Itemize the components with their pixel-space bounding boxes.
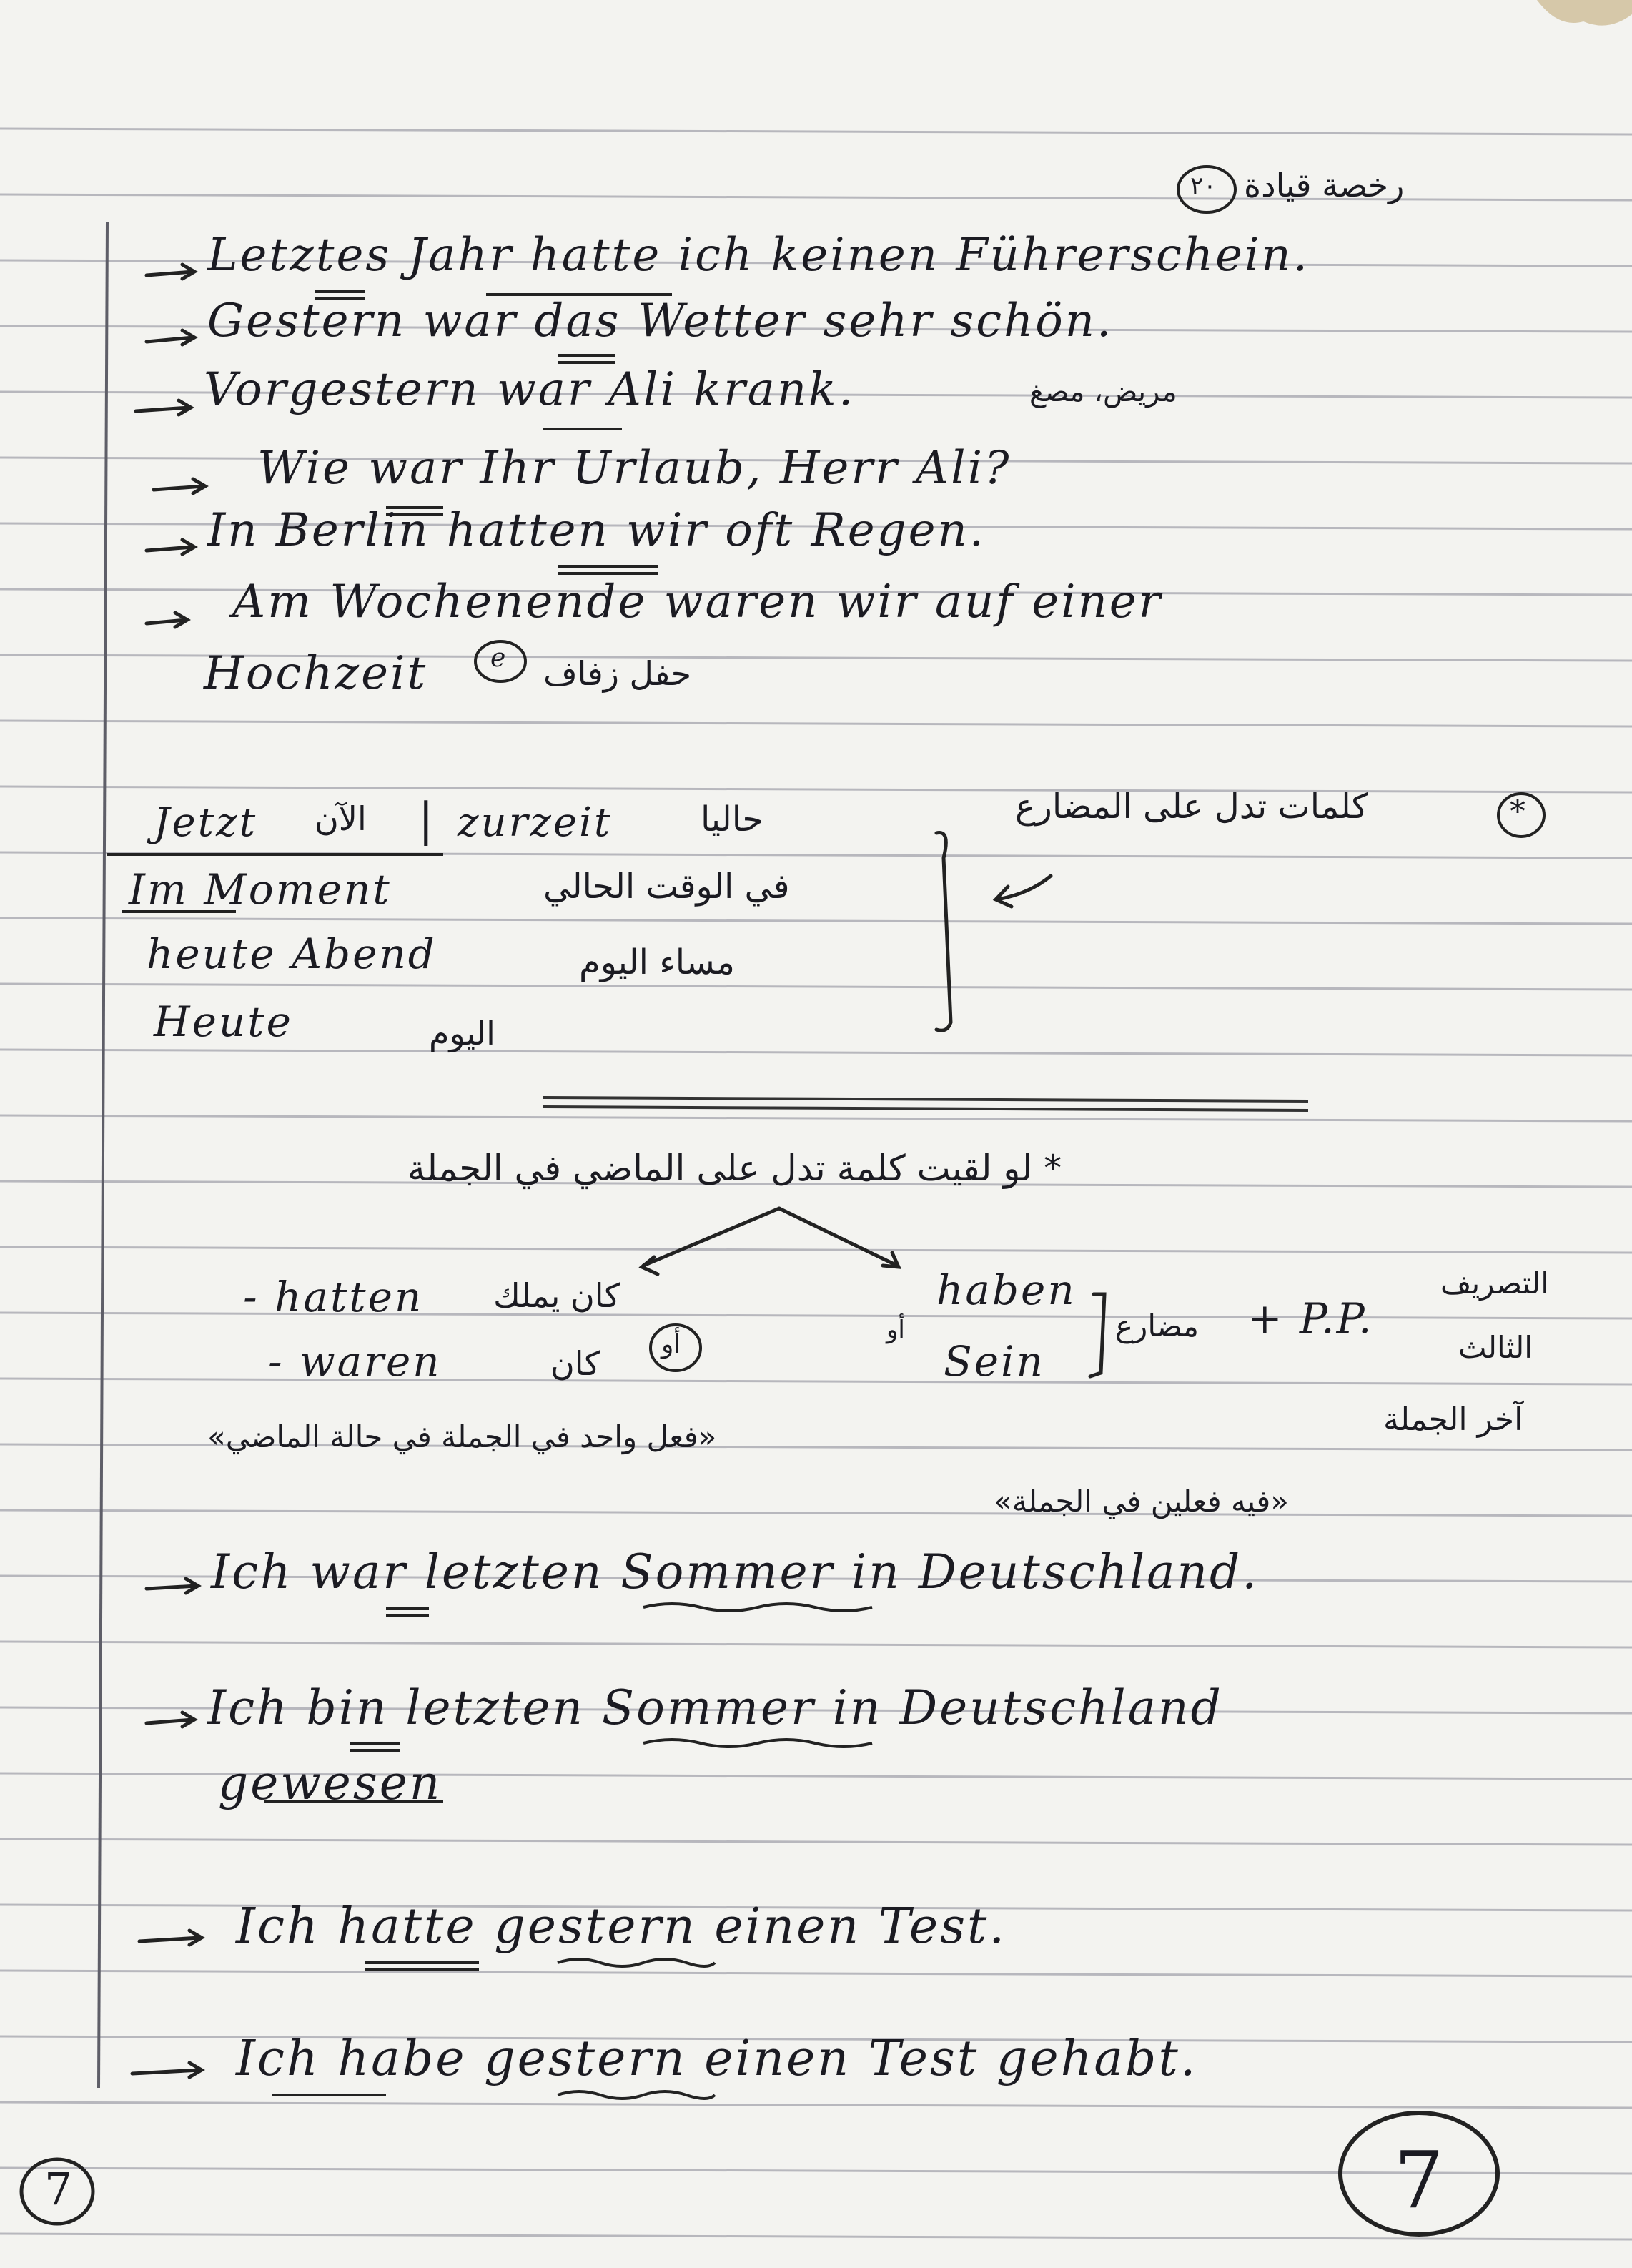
past-left-circle-label: أو: [661, 1330, 681, 1359]
page-number-right: 7: [1394, 2134, 1444, 2226]
example-line: Am Wochenende waren wir auf einer: [232, 576, 1163, 628]
example-line: In Berlin hatten wir oft Regen.: [207, 504, 986, 557]
present-word-ar: حاليا: [701, 799, 764, 839]
present-word-ar: في الوقت الحالي: [543, 867, 790, 907]
torn-corner: [1537, 0, 1632, 26]
hochzeit-circle-label: e: [490, 644, 506, 673]
example-line: gewesen: [218, 1755, 442, 1810]
past-right-pp-label: الثالث: [1458, 1330, 1533, 1365]
example-line: Ich hatte gestern einen Test.: [236, 1898, 1007, 1955]
past-left-item: - waren: [268, 1337, 442, 1386]
past-left-item: - hatten: [243, 1273, 424, 1321]
past-left-gloss: كان: [550, 1344, 600, 1383]
example-line: Ich bin letzten Sommer in Deutschland: [207, 1680, 1223, 1735]
past-rule-heading: * لو لقيت كلمة تدل على الماضي في الجملة: [407, 1148, 1062, 1189]
example-line: Ich habe gestern einen Test gehabt.: [236, 2031, 1198, 2087]
slash-divider: |: [418, 794, 434, 847]
gloss-krank: مريض، مصغ: [1029, 375, 1177, 408]
example-line: Hochzeit: [204, 647, 428, 700]
header-arabic-note: رخصة قيادة: [1244, 166, 1405, 204]
past-right-tense: مضارع: [1115, 1308, 1200, 1343]
example-line: Vorgestern war Ali krank.: [204, 363, 856, 416]
example-line: Gestern war das Wetter sehr schön.: [207, 295, 1114, 347]
present-word-ar: الآن: [315, 799, 367, 838]
past-right-item: haben: [936, 1266, 1077, 1314]
example-line: Letztes Jahr hatte ich keinen Führerschein.: [207, 229, 1310, 282]
past-right-plus-pp: + P.P.: [1247, 1294, 1374, 1343]
underlines: [107, 292, 872, 2099]
divider: [543, 1098, 1308, 1110]
present-heading-star: *: [1510, 794, 1525, 830]
present-word-de: heute Abend: [147, 930, 437, 978]
example-line: Wie war Ihr Urlaub, Herr Ali?: [257, 442, 1012, 495]
present-word-de: Heute: [154, 997, 293, 1046]
past-right-item: Sein: [944, 1337, 1045, 1386]
present-word-de: Jetzt: [154, 799, 258, 846]
present-word-de: Im Moment: [129, 865, 392, 914]
example-line: Ich war letzten Sommer in Deutschland.: [211, 1544, 1260, 1599]
gloss-hochzeit: حفل زفاف: [543, 654, 692, 693]
header-circle-note: ٢٠: [1190, 172, 1217, 200]
past-left-note: «فعل واحد في الجملة في حالة الماضي»: [207, 1419, 717, 1454]
past-right-pp-label: آخر الجملة: [1383, 1401, 1523, 1438]
present-word-ar: مساء اليوم: [579, 942, 735, 982]
present-word-ar: اليوم: [429, 1014, 495, 1052]
past-right-pp-label: التصريف: [1440, 1266, 1549, 1301]
page-number-left: 7: [44, 2163, 73, 2215]
past-left-gloss: كان يملك: [493, 1276, 620, 1315]
example-arrows: [132, 265, 205, 2077]
past-right-or: أو: [886, 1316, 905, 1344]
present-bracket: [936, 832, 1051, 1030]
margin-line: [99, 222, 107, 2088]
past-right-note: «فيه فعلين في الجملة»: [994, 1484, 1289, 1519]
present-heading: كلمات تدل على المضارع: [1015, 787, 1368, 827]
present-word-de: zurzeit: [458, 799, 613, 846]
